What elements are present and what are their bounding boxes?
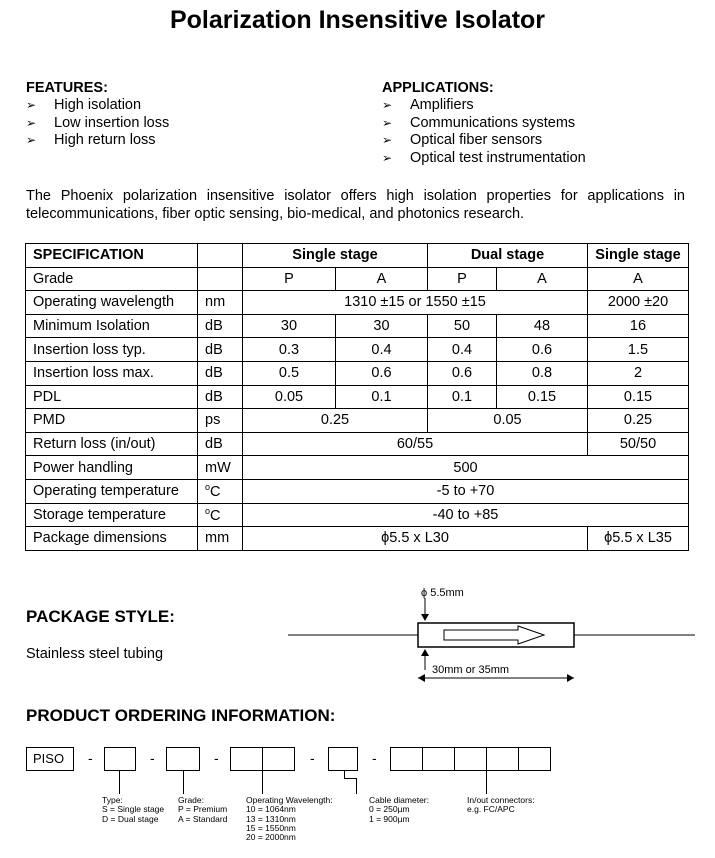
arrow-right-icon	[567, 674, 574, 682]
spec-table	[25, 243, 689, 551]
arrow-bullet-icon: ➢	[26, 115, 37, 130]
table-row: Operating wavelength nm 1310 ±15 or 1550 ±15 2000 ±20	[26, 291, 689, 315]
prefix-box: PISO	[26, 747, 74, 771]
table-row: Grade P A P A A	[26, 267, 689, 291]
table-row: PMD ps 0.25 0.05 0.25	[26, 409, 689, 433]
list-item: ➢ Low insertion loss	[26, 114, 170, 131]
applications-heading: APPLICATIONS:	[382, 80, 494, 96]
applications-section	[382, 80, 586, 167]
package-description: Stainless steel tubing	[26, 646, 164, 662]
arrow-up-icon	[421, 649, 429, 656]
arrow-left-icon	[418, 674, 425, 682]
dash: -	[88, 750, 93, 766]
table-row: Package dimensions mm ϕ5.5 x L30 ϕ5.5 x L35	[26, 527, 689, 551]
diameter-label: ϕ 5.5mm	[421, 587, 464, 599]
cable-notes: Cable diameter: 0 = 250µm 1 = 900µm	[369, 795, 430, 824]
grade-notes: Grade: P = Premium A = Standard	[178, 795, 228, 824]
type-notes: Type: S = Single stage D = Dual stage	[102, 795, 165, 824]
connector-box-1[interactable]	[390, 747, 423, 771]
table-row: Insertion loss typ. dB 0.3 0.4 0.4 0.6 1.5	[26, 338, 689, 362]
list-item: ➢ Optical fiber sensors	[382, 132, 543, 148]
arrow-down-icon	[421, 614, 429, 621]
arrow-bullet-icon: ➢	[382, 150, 393, 165]
single-stage-header-2: Single stage	[588, 244, 689, 268]
dash: -	[310, 750, 315, 766]
cable-box[interactable]	[328, 747, 358, 771]
connector-box-5[interactable]	[518, 747, 551, 771]
list-item: ➢ High return loss	[26, 132, 156, 148]
list-item: ➢ Optical test instrumentation	[382, 149, 586, 166]
type-leader-line	[119, 770, 120, 794]
features-heading: FEATURES:	[26, 80, 108, 96]
wavelength-box-2[interactable]	[262, 747, 295, 771]
table-row	[26, 244, 689, 268]
list-item: ➢ Communications systems	[382, 114, 576, 131]
page-title: Polarization Insensitive Isolator	[169, 6, 546, 34]
type-box[interactable]	[104, 747, 136, 771]
arrow-bullet-icon: ➢	[382, 98, 393, 112]
table-row: Insertion loss max. dB 0.5 0.6 0.6 0.8 2	[26, 361, 689, 385]
spec-header: SPECIFICATION	[26, 244, 198, 268]
connector-leader-line	[486, 770, 487, 794]
wavelength-leader-line	[262, 770, 263, 794]
arrow-bullet-icon: ➢	[382, 133, 393, 147]
ordering-heading: PRODUCT ORDERING INFORMATION:	[26, 706, 336, 725]
table-row: Return loss (in/out) dB 60/55 50/50	[26, 432, 689, 456]
connector-box-3[interactable]	[454, 747, 487, 771]
arrow-bullet-icon: ➢	[26, 98, 37, 112]
package-diagram	[280, 580, 710, 690]
list-item: ➢ High isolation	[26, 97, 142, 113]
cable-leader-line	[356, 778, 357, 794]
arrow-bullet-icon: ➢	[26, 133, 37, 147]
applications-list	[382, 97, 586, 167]
features-section	[26, 80, 169, 150]
grade-leader-line	[183, 770, 184, 794]
table-row: Operating temperature $^o$C -5 to +70	[26, 479, 689, 503]
package-style-heading: PACKAGE STYLE:	[26, 607, 175, 626]
features-list	[26, 97, 169, 150]
wavelength-notes: Operating Wavelength: 10 = 1064nm 13 = 1310nm 15 = 1550nm 20 = 2000nm	[246, 795, 333, 843]
dash: -	[372, 750, 377, 766]
cable-leader-line	[344, 778, 356, 779]
dash: -	[150, 750, 155, 766]
single-stage-header: Single stage	[243, 244, 428, 268]
connector-box-2[interactable]	[422, 747, 455, 771]
grade-box[interactable]	[166, 747, 200, 771]
wavelength-box-1[interactable]	[230, 747, 263, 771]
connector-notes: In/out connectors: e.g. FC/APC	[467, 795, 535, 815]
table-row: Storage temperature $^o$C -40 to +85	[26, 503, 689, 527]
dash: -	[214, 750, 219, 766]
cable-leader-line	[344, 770, 345, 778]
list-item: ➢ Amplifiers	[382, 97, 474, 113]
dual-stage-header: Dual stage	[428, 244, 588, 268]
table-row: Minimum Isolation dB 30 30 50 48 16	[26, 314, 689, 338]
intro-paragraph: The Phoenix polarization insensitive isolator offers high isolation properties for applications in telecommunications, fiber optic sensing, bio-medical, and photonics research.	[26, 188, 685, 222]
table-row: Power handling mW 500	[26, 456, 689, 480]
length-label: 30mm or 35mm	[432, 664, 510, 676]
arrow-bullet-icon: ➢	[382, 115, 393, 130]
connector-box-4[interactable]	[486, 747, 519, 771]
table-row: PDL dB 0.05 0.1 0.1 0.15 0.15	[26, 385, 689, 409]
